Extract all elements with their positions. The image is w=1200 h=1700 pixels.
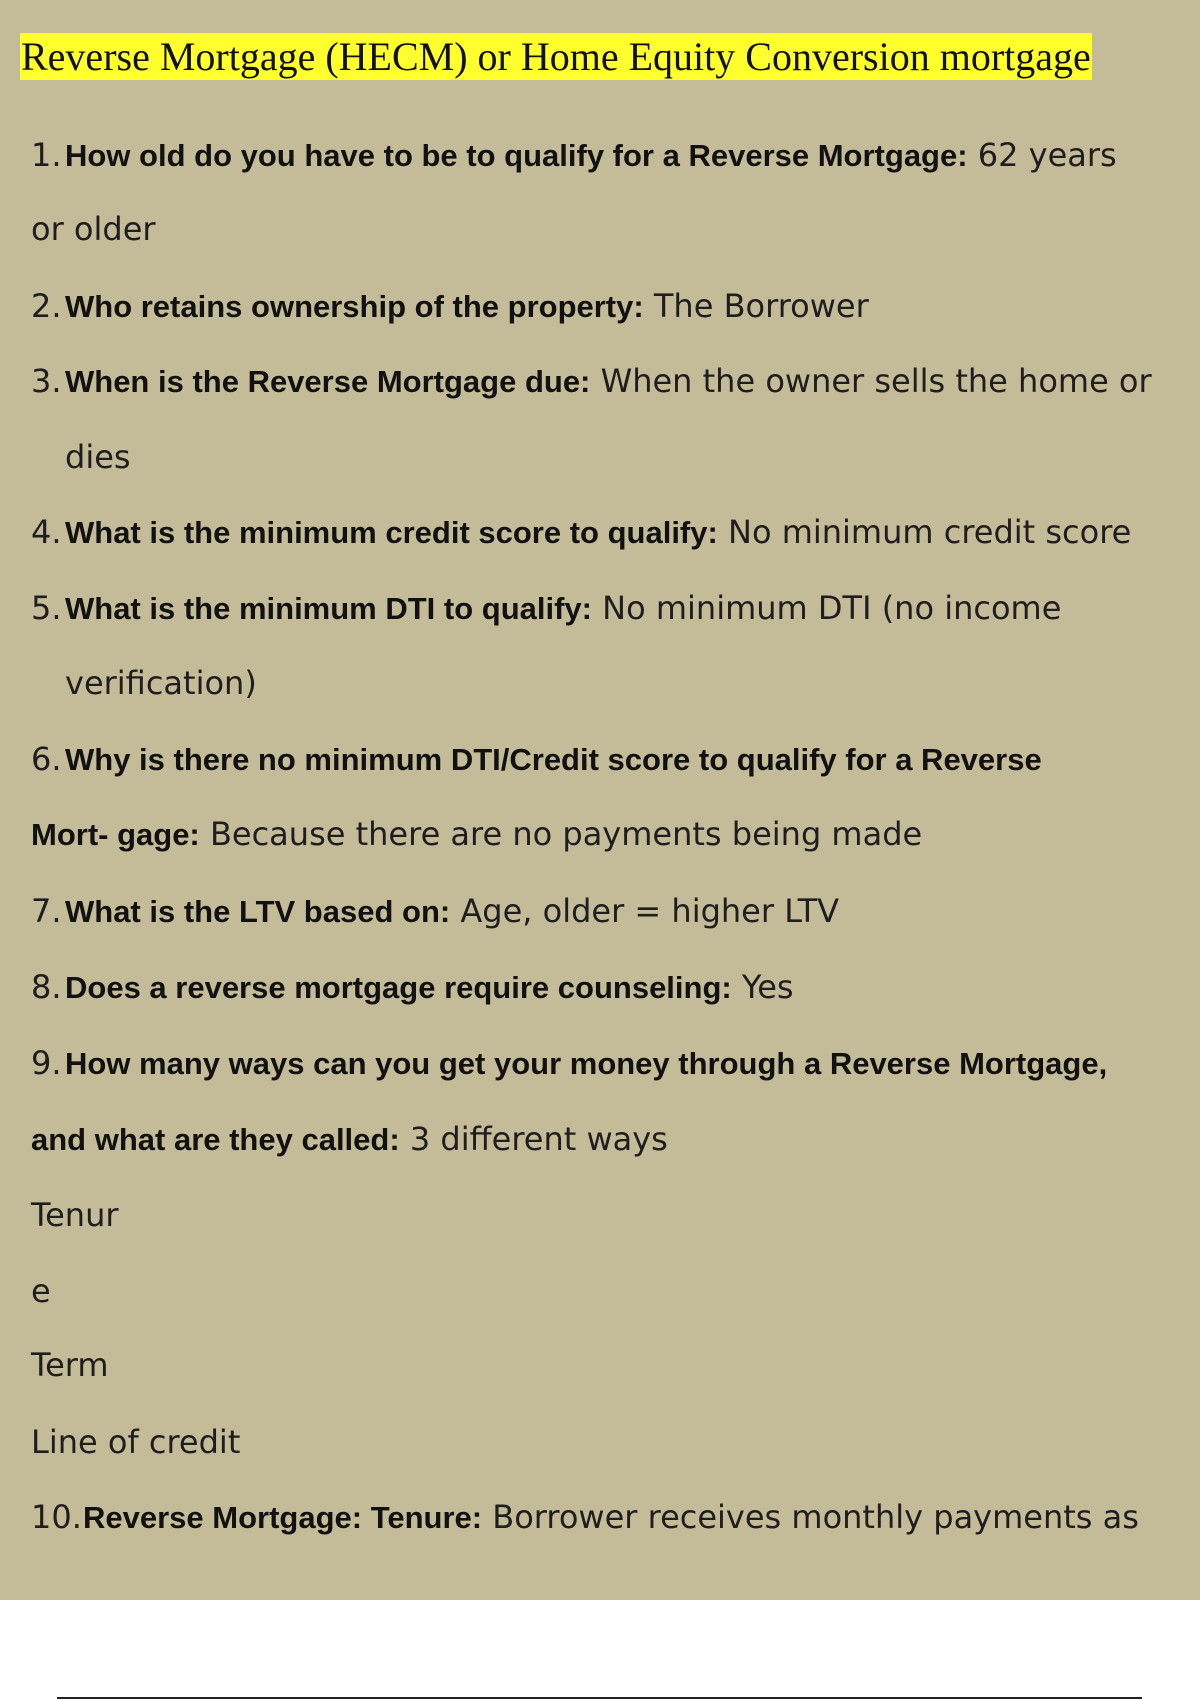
question-2 (31, 286, 869, 327)
item-number: 5. (31, 589, 62, 627)
document-title: Reverse Mortgage (HECM) or Home Equity Conversion mortgage (21, 34, 1091, 79)
list-item: Line of credit (31, 1423, 241, 1461)
question-6-cont (31, 814, 922, 855)
question-10 (31, 1497, 1139, 1538)
question-text: Reverse Mortgage: Tenure: (83, 1500, 483, 1535)
question-text: Why is there no minimum DTI/Credit score to qualify for a Reverse (65, 742, 1042, 777)
item-number: 10. (31, 1498, 82, 1536)
answer-1-cont: or older (31, 210, 156, 248)
item-number: 1. (31, 136, 62, 174)
list-item: e (31, 1272, 51, 1310)
answer-text: Age, older = higher LTV (450, 892, 840, 930)
item-number: 4. (31, 513, 62, 551)
question-text: How many ways can you get your money through a Reverse Mortgage, (65, 1046, 1108, 1081)
question-3 (31, 361, 1152, 402)
answer-5-cont: verification) (65, 664, 257, 702)
list-item: Tenur (31, 1196, 119, 1234)
item-number: 8. (31, 968, 62, 1006)
question-text: Who retains ownership of the property: (65, 289, 644, 324)
answer-text: Because there are no payments being made (199, 815, 923, 853)
question-text: How old do you have to be to qualify for a Reverse Mortgage: (65, 138, 968, 173)
item-number: 7. (31, 892, 62, 930)
footer-divider (57, 1697, 1142, 1699)
question-text: What is the minimum credit score to qualify: (65, 515, 718, 550)
question-text: When is the Reverse Mortgage due: (65, 364, 591, 399)
question-text: What is the minimum DTI to qualify: (65, 591, 592, 626)
answer-text: Yes (731, 968, 794, 1006)
answer-text: The Borrower (643, 287, 869, 325)
question-7 (31, 891, 839, 932)
item-number: 2. (31, 287, 62, 325)
answer-text: Borrower receives monthly payments as (482, 1498, 1139, 1536)
answer-text: No minimum credit score (717, 513, 1132, 551)
question-1 (31, 135, 1117, 176)
item-number: 9. (31, 1044, 62, 1082)
answer-text: 3 different ways (399, 1120, 668, 1158)
question-9 (31, 1043, 1107, 1084)
question-text: and what are they called: (31, 1122, 400, 1157)
question-text: Does a reverse mortgage require counseling: (65, 970, 732, 1005)
question-8 (31, 967, 794, 1008)
question-9-cont (31, 1119, 668, 1160)
question-text: Mort- gage: (31, 817, 200, 852)
question-text: What is the LTV based on: (65, 894, 451, 929)
question-4 (31, 512, 1131, 553)
item-number: 6. (31, 740, 62, 778)
answer-3-cont: dies (65, 438, 131, 476)
question-5 (31, 588, 1061, 629)
answer-text: 62 years (967, 136, 1117, 174)
answer-text: When the owner sells the home or (590, 362, 1152, 400)
list-item: Term (31, 1346, 109, 1384)
question-6 (31, 739, 1042, 780)
item-number: 3. (31, 362, 62, 400)
answer-text: No minimum DTI (no income (592, 589, 1062, 627)
